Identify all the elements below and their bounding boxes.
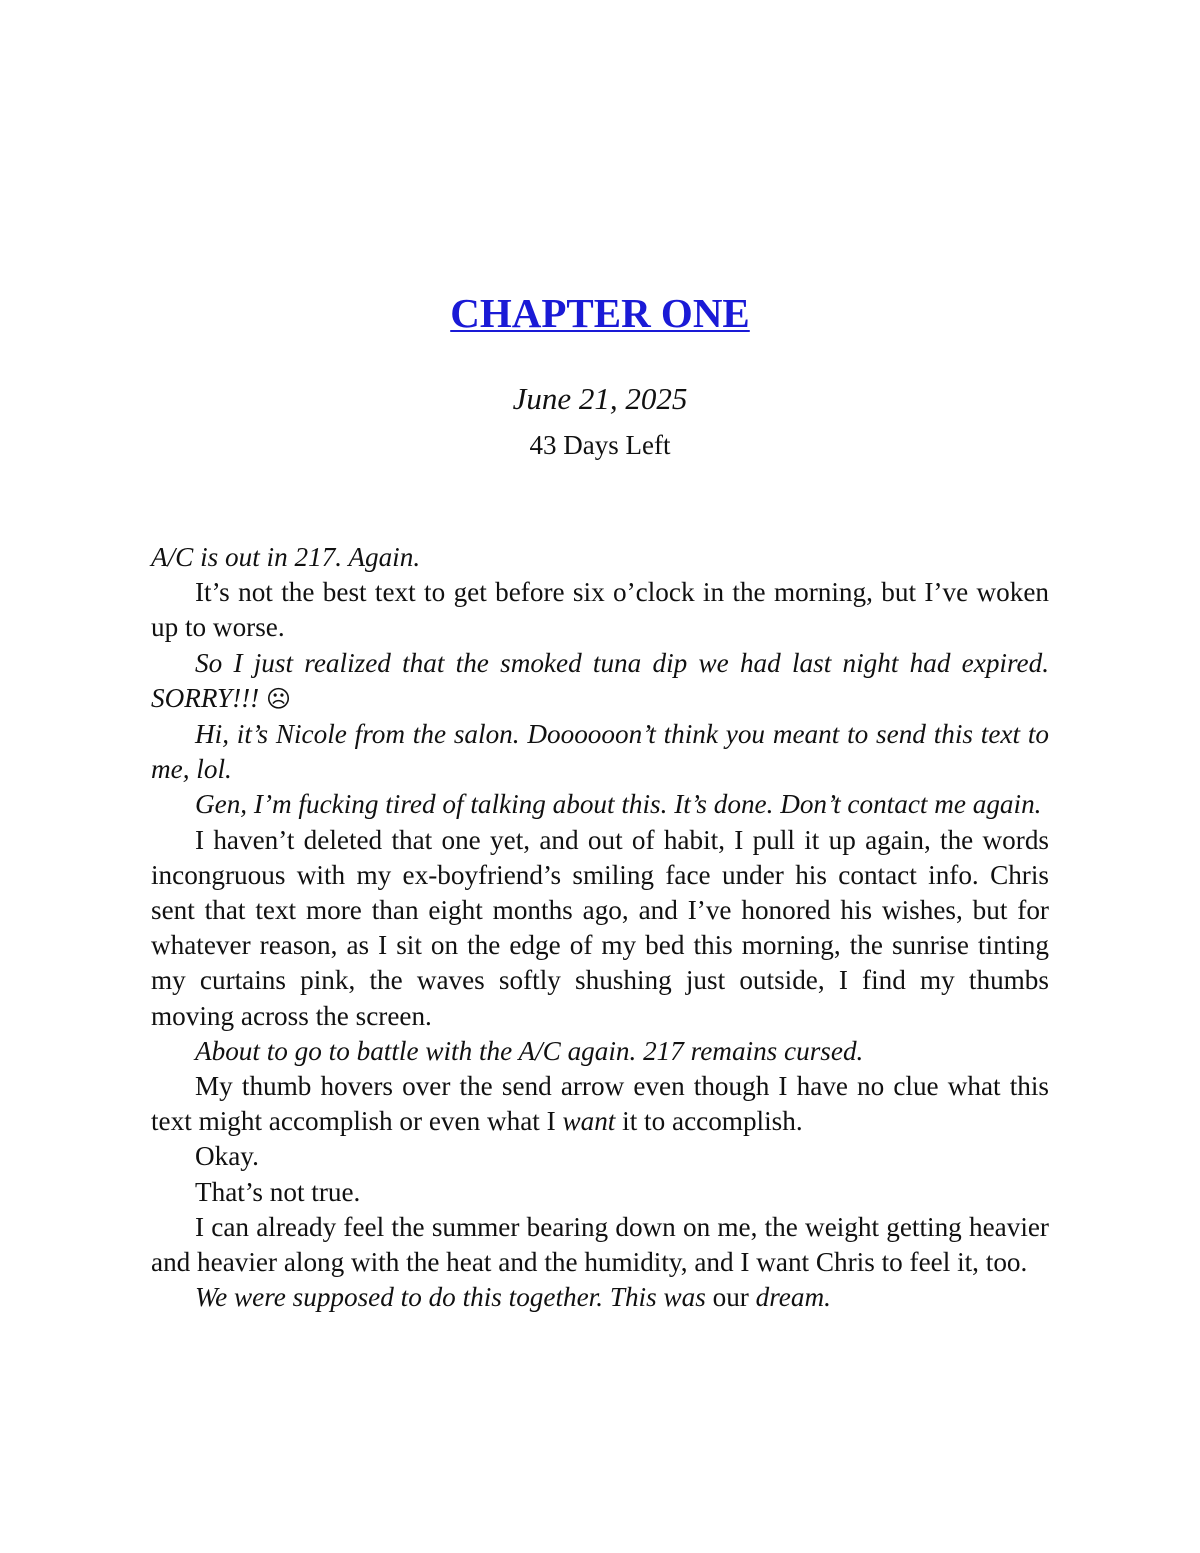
chapter-title-link[interactable]: CHAPTER ONE xyxy=(450,290,750,336)
paragraph-narration-4: I can already feel the summer bearing down on me, the weight getting heavier and heavier along with the heat and the humidity, and I want Chris to feel it, too. xyxy=(151,1211,1049,1278)
text-segment: My thumb hovers over the send arrow even though I have no clue what this text might accomplish or even what I xyxy=(151,1071,1049,1137)
chapter-body xyxy=(151,540,1049,1315)
chapter-date: June 21, 2025 xyxy=(512,381,688,416)
paragraph-text-message-chris: Gen, I’m fucking tired of talking about this. It’s done. Don’t contact me again. xyxy=(195,789,1042,820)
paragraph-narration-2: I haven’t deleted that one yet, and out of habit, I pull it up again, the words incongruous with my ex-boyfriend’s smiling face under his contact info. Chris sent that text more than eight months ago, and I’ve honored his wishes, but for whatever reason, as I sit on the edge of my bed this morning, the sunrise tinting my curtains pink, the waves softly shushing just outside, I find my thumbs moving across the screen. xyxy=(151,824,1049,1031)
emphasis-word: want xyxy=(562,1106,616,1137)
paragraph-not-true: That’s not true. xyxy=(195,1176,361,1207)
sad-face-icon: ☹ xyxy=(266,684,292,713)
days-left-subtitle: 43 Days Left xyxy=(529,430,671,460)
text-segment: it to accomplish. xyxy=(615,1106,803,1137)
emphasis-word: our xyxy=(712,1282,749,1313)
chapter-heading xyxy=(0,288,1200,338)
message-text: So I just realized that the smoked tuna dip we had last night had expired. SORRY!!! xyxy=(151,647,1049,713)
paragraph-text-message-tuna xyxy=(151,646,1049,717)
paragraph-okay: Okay. xyxy=(195,1141,259,1172)
paragraph-draft-message: About to go to battle with the A/C again. 217 remains cursed. xyxy=(195,1035,864,1066)
paragraph-text-message-nicole: Hi, it’s Nicole from the salon. Doooooon’t think you meant to send this text to me, lol. xyxy=(151,719,1049,785)
paragraph-closing-thought xyxy=(151,1280,1049,1315)
text-segment: dream. xyxy=(748,1282,831,1313)
text-segment: We were supposed to do this together. This was xyxy=(195,1282,713,1313)
paragraph-text-message-ac: A/C is out in 217. Again. xyxy=(151,542,421,572)
paragraph-narration-1: It’s not the best text to get before six o’clock in the morning, but I’ve woken up to worse. xyxy=(151,577,1049,643)
paragraph-narration-3 xyxy=(151,1069,1049,1139)
